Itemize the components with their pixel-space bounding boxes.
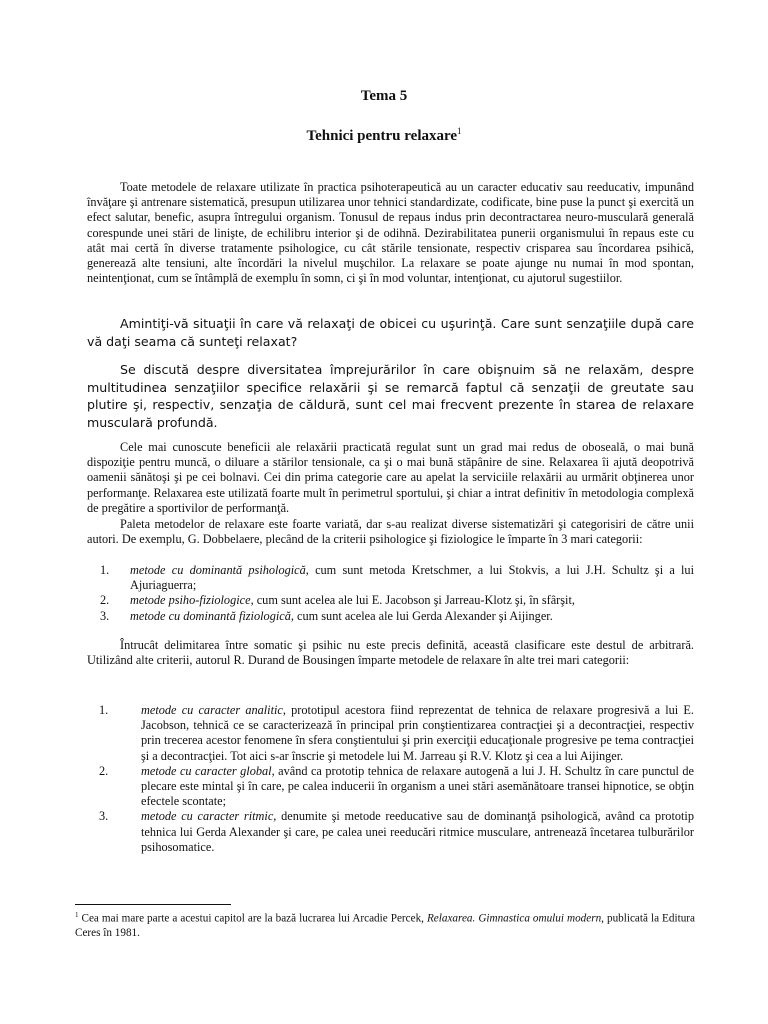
list-item xyxy=(87,703,694,764)
footnote-text: Cea mai mare parte a acestui capitol are la bază lucrarea lui Arcadie Percek, xyxy=(78,912,427,925)
list-term: metode psiho-fiziologice xyxy=(130,593,251,608)
question-paragraph: Amintiţi-vă situaţii în care vă relaxaţi de obicei cu uşurinţă. Care sunt senzaţiile după care vă daţi seama că sunteţi relaxat? xyxy=(87,316,694,349)
dobbelaere-list xyxy=(87,563,694,624)
footnote-book-title: Relaxarea. Gimnastica omului modern xyxy=(426,912,602,925)
chapter-number: Tema 5 xyxy=(360,88,408,104)
list-term: metode cu caracter ritmic, xyxy=(141,809,277,824)
chapter-title-text: Tehnici pentru relaxare xyxy=(306,128,458,144)
footnote-mark: 1 xyxy=(75,911,79,919)
list-term: metode cu caracter analitic xyxy=(141,703,283,717)
list-item xyxy=(87,609,694,624)
list-text: având ca prototip tehnica de relaxare autogenă a lui J. H. Schultz în care punctul de plecare este mintal şi în care, pe calea inducerii în organism a unei stări asemănătoare transei hipnotice, se obţin efectele scontate; xyxy=(141,763,695,809)
list-number: 1. xyxy=(99,703,109,717)
discussion-paragraph: Se discută despre diversitatea împrejurărilor în care obişnuim să ne relaxăm, despre multitudinea senzaţiilor specifice relaxării şi se remarcă faptul că senzaţii de greutate sau plutire şi, respectiv, senzaţia de căldură, sunt cel mai frecvent prezente în starea de relaxare musculară profundă. xyxy=(87,362,694,430)
list-number: 2. xyxy=(99,763,109,778)
list-term: metode cu dominantă psihologică xyxy=(130,563,306,577)
paragraph-durand: Întrucât delimitarea între somatic şi psihic nu este precis definită, această clasificare este destul de arbitrară. Utilizând alte criterii, autorul R. Durand de Bousingen împarte metodele de relaxare în alte trei mari categorii: xyxy=(87,638,694,668)
list-number: 3. xyxy=(100,608,110,623)
list-number: 1. xyxy=(100,563,110,577)
durand-list xyxy=(87,703,694,855)
list-text: , cum sunt acelea ale lui E. Jacobson şi Jarreau-Klotz şi, în sfârşit, xyxy=(250,593,575,608)
paragraph-classification: Paleta metodelor de relaxare este foarte variată, dar s-au realizat diverse sistematizări şi categorisiri de către unii autori. De exemplu, G. Dobbelaere, plecând de la criterii psihologice şi fiziologice le împarte în 3 mari categorii: xyxy=(87,517,694,547)
list-item xyxy=(87,764,694,810)
list-term: metode cu dominantă fiziologică xyxy=(130,608,291,623)
paragraph-intro: Toate metodele de relaxare utilizate în practica psihoterapeutică au un caracter educativ sau reeducativ, impunând învăţare şi antrenare sistematică, presupun utilizarea unor tehnici standardizate, codificate, bine puse la punct şi exercită un efect salutar, benefic, asupra întregului organism. Tonusul de repaus indus prin decontractarea neuro-musculară generală corespunde unei stări de linişte, de echilibru interior şi de odihnă. Dezirabilitatea punerii organismului în repaus este cu atât mai certă în diverse tratamente psihologice, cu cât stările tensionate, respectiv crisparea sau încordarea psihică, generează alte tensiuni, alte încordări la nivelul muşchilor. La relaxare se poate ajunge nu numai în mod spontan, neintenţionat, cum se întâmplă de exemplu în somn, ci şi în mod voluntar, intenţionat, cu ajutorul sugestiilor. xyxy=(87,180,694,286)
list-text: , prototipul acestora fiind reprezentat de tehnica de relaxare progresivă a lui E. Jacobson, tehnică ce se caracterizează în principal prin conştientizarea contracţiei şi a decontracţiei, respectiv prin trecerea acestor fenomene în sfera conştientului şi prin exerciţii educaţionale progresive pe tema contracţiei şi a decontracţiei. Tot aici s-ar înscrie şi metodele lui M. Jarreau şi R.V. Klotz şi cea a lui Aijinger. xyxy=(141,703,694,763)
list-text: denumite şi metode reeducative sau de dominanţă psihologică, având ca prototip tehnica lui Gerda Alexander şi care, pe calea unei reeducări ritmice musculare, antrenează încetarea tulburărilor psihosomatice. xyxy=(141,809,694,854)
footnote-divider xyxy=(75,904,231,905)
footnote xyxy=(75,908,695,940)
footnote-text-end: , publicată la Editura Ceres în 1981. xyxy=(75,912,695,939)
list-number: 2. xyxy=(100,593,110,608)
list-item xyxy=(87,593,694,608)
footnote-reference[interactable]: 1 xyxy=(457,126,462,136)
list-term: metode cu caracter global, xyxy=(141,763,275,778)
list-item xyxy=(87,563,694,593)
list-item xyxy=(87,809,694,855)
list-text: , cum sunt metoda Kretschmer, a lui Stokvis, a lui J.H. Schultz şi a lui Ajuriaguerra; xyxy=(130,563,694,593)
chapter-title xyxy=(0,126,768,145)
list-number: 3. xyxy=(99,809,109,824)
list-text: , cum sunt acelea ale lui Gerda Alexander şi Aijinger. xyxy=(290,608,553,623)
paragraph-benefits: Cele mai cunoscute beneficii ale relaxării practicată regulat sunt un grad mai redus de oboseală, o mai bună dispoziţie pentru muncă, o diluare a stărilor tensionale, ca şi o mai bună stăpânire de sine. Relaxarea îi ajută deopotrivă oamenii sănătoşi şi pe cei bolnavi. Cei din prima categorie care au apelat la serviciile relaxării au urmărit obţinerea unor performanţe. Relaxarea este utilizată foarte mult în perimetrul sportului, şi chiar a intrat definitiv în metodologia complexă de pregătire a sportivilor de performanţă. xyxy=(87,440,694,515)
